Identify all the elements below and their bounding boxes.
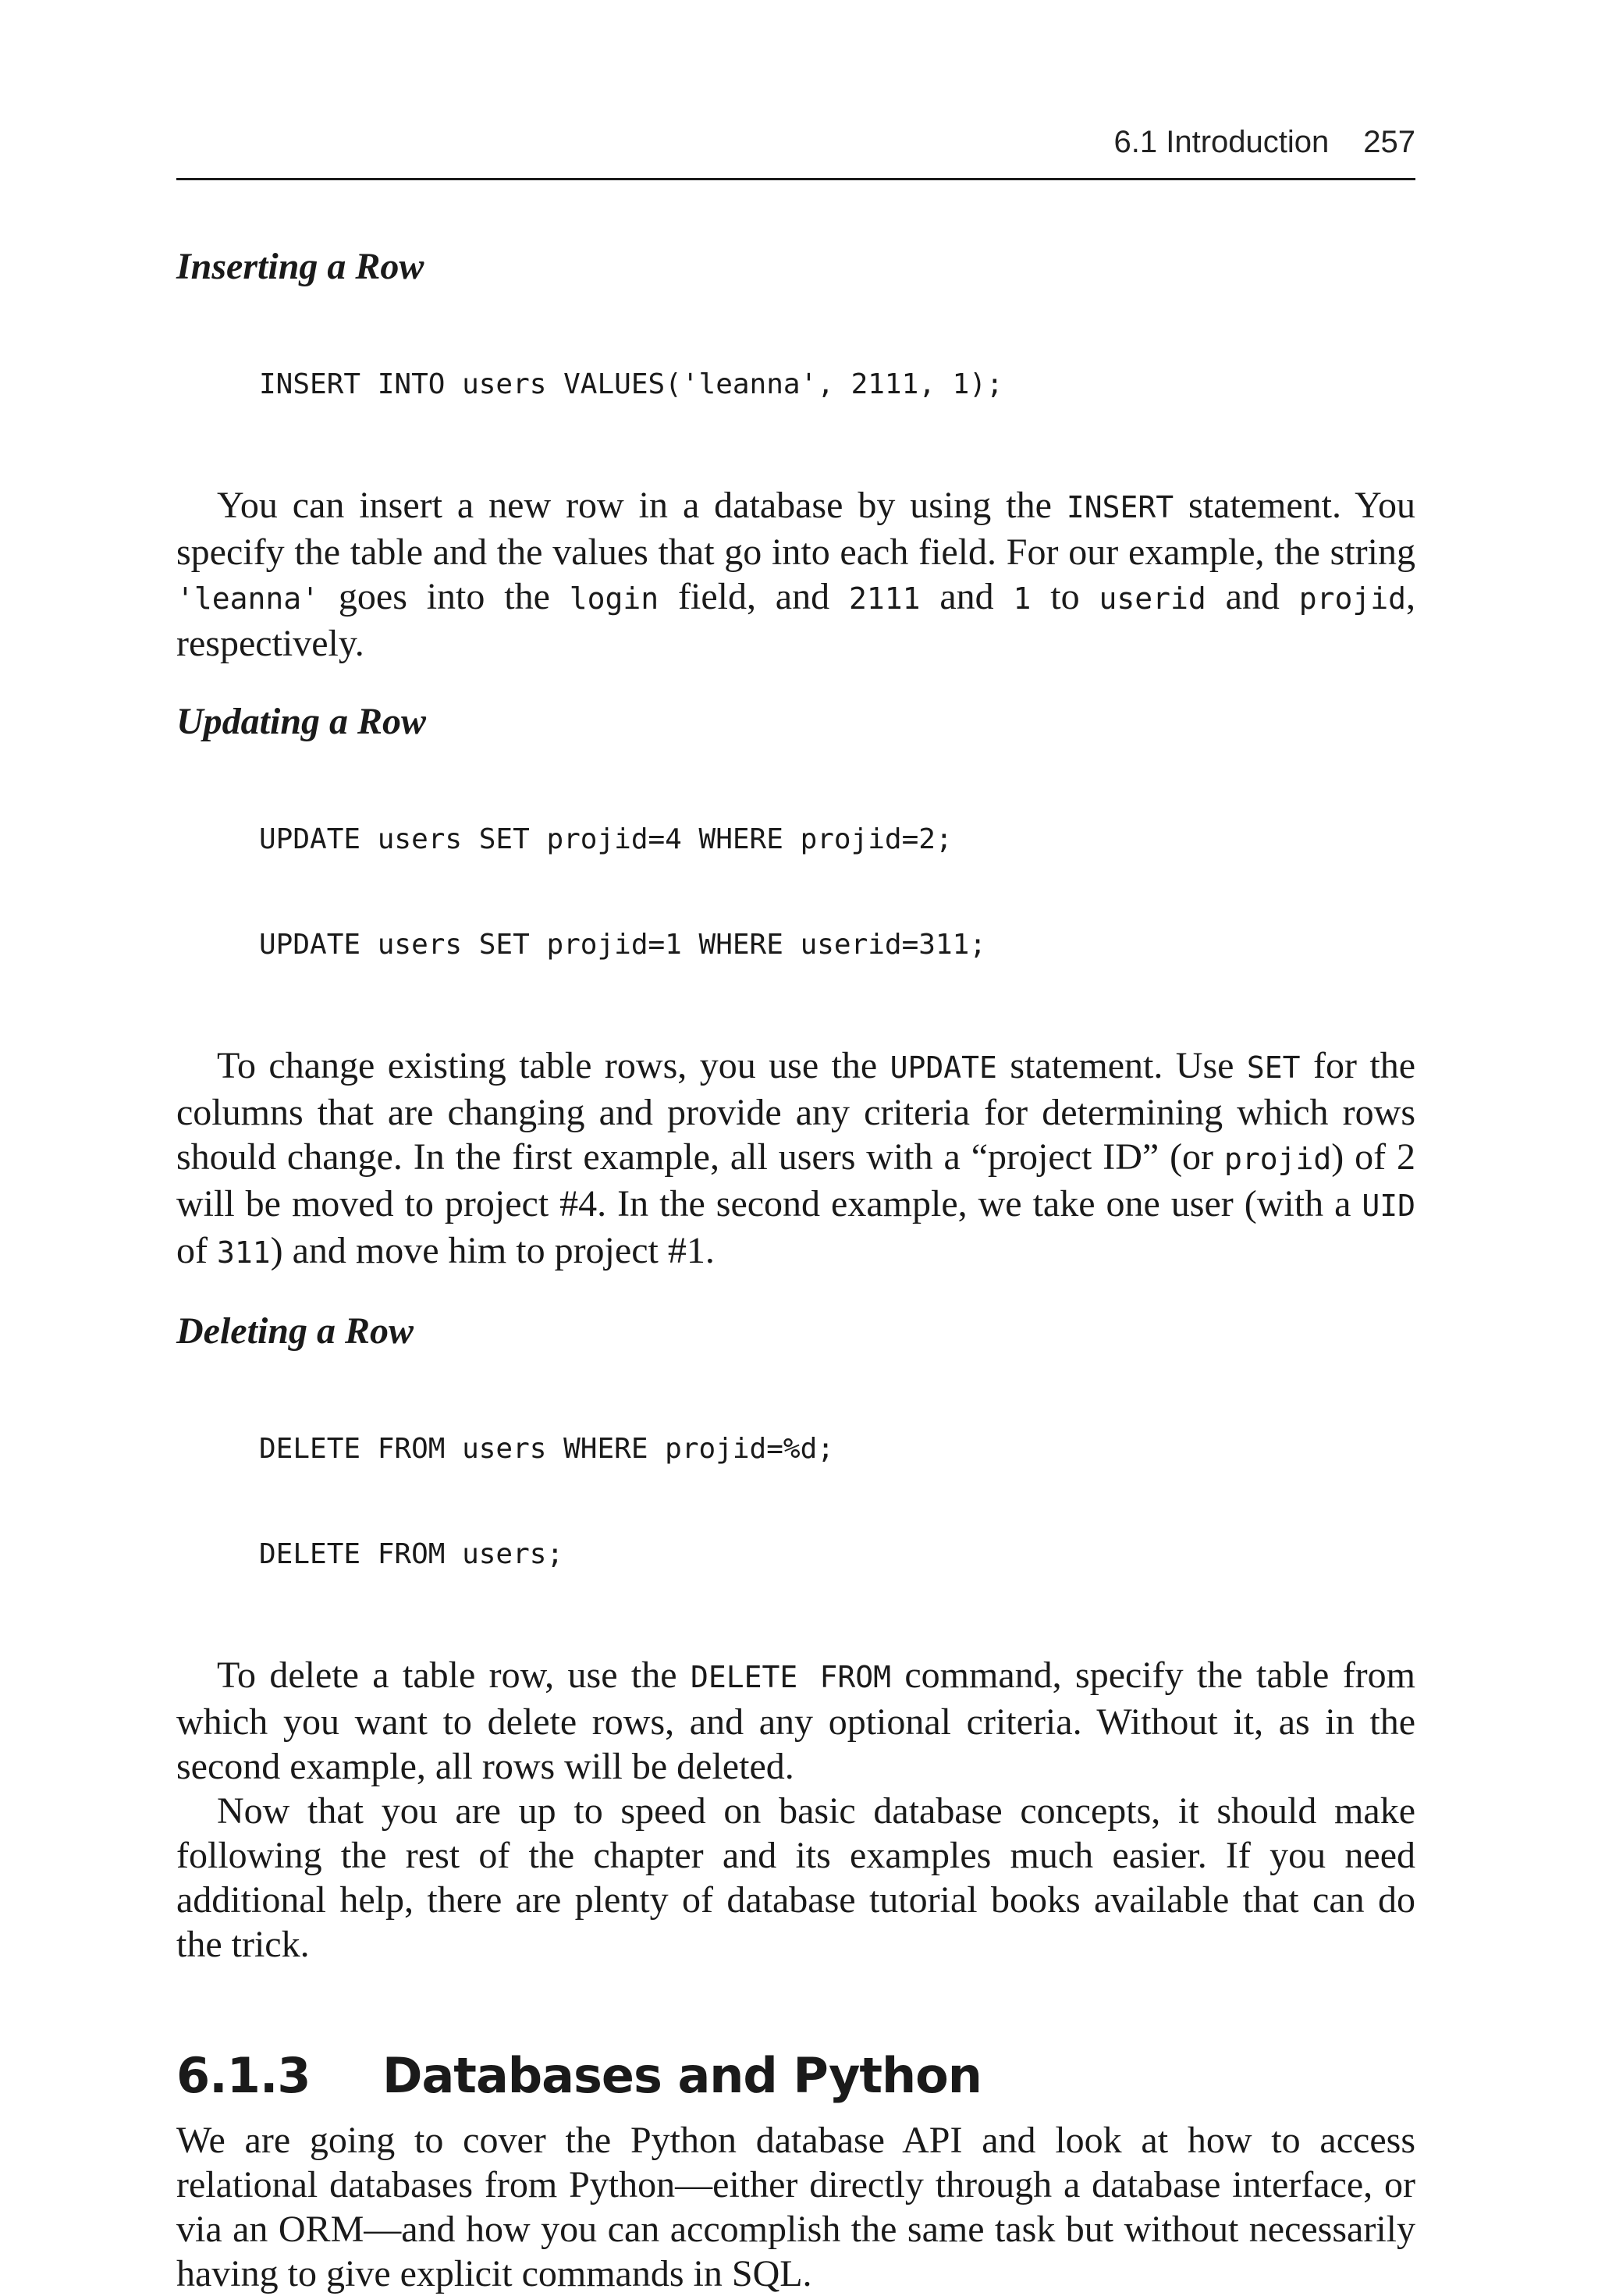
code-line: DELETE FROM users; xyxy=(259,1538,564,1570)
inline-code: DELETE FROM xyxy=(690,1660,891,1694)
running-head-section: 6.1 Introduction xyxy=(1113,125,1330,159)
inline-code: UID xyxy=(1362,1189,1415,1223)
code-line: UPDATE users SET projid=1 WHERE userid=311; xyxy=(259,929,986,961)
inline-code: INSERT xyxy=(1066,490,1174,524)
paragraph-followup: Now that you are up to speed on basic database concepts, it should make following the rest of the chapter and its examples much easier. If you need additional help, there are plenty of database tutorial books available that can do the trick. xyxy=(176,1790,1415,1965)
text-run: and xyxy=(1206,576,1299,617)
text-run: to xyxy=(1031,576,1099,617)
inline-code: 1 xyxy=(1013,581,1032,616)
inline-code: projid xyxy=(1298,581,1407,616)
text-run: ) of 2 will be moved to project #4. In the second example, we take one user (with a xyxy=(176,1136,1416,1224)
section-title: Databases and Python xyxy=(382,2047,982,2104)
paragraph-section: We are going to cover the Python database API and look at how to access relational databases from Python—either directly through a database interface, or via an ORM—and how you can accomplish the same task but without necessarily having to give explicit commands in SQL. xyxy=(176,2120,1415,2294)
inline-code: login xyxy=(569,581,659,616)
inline-code: 'leanna' xyxy=(176,581,320,616)
text-run: for the columns that are changing and provide any criteria for determining which rows should change. In the first example, all users with a “project ID” (or xyxy=(176,1045,1416,1178)
code-block-delete xyxy=(259,1361,1415,1642)
code-line: DELETE FROM users WHERE projid=%d; xyxy=(259,1433,834,1465)
text-run: statement. You specify the table and the values that go into each field. For our example, the string xyxy=(176,485,1416,573)
text-run: You can insert a new row in a database by using the xyxy=(217,485,1067,526)
page-content xyxy=(176,242,1415,2296)
subheading-update: Updating a Row xyxy=(176,701,427,742)
code-block-insert xyxy=(259,297,1415,472)
section-heading xyxy=(176,2045,1415,2107)
paragraph-delete xyxy=(176,1653,1415,1789)
text-run: To change existing table rows, you use the xyxy=(217,1045,890,1086)
subheading-insert: Inserting a Row xyxy=(176,246,424,287)
inline-code: userid xyxy=(1099,581,1206,616)
page-number: 257 xyxy=(1363,125,1415,159)
code-block-update xyxy=(259,752,1415,1032)
inline-code: projid xyxy=(1223,1142,1332,1176)
paragraph-update xyxy=(176,1043,1415,1275)
header-rule xyxy=(176,178,1415,180)
text-run: goes into the xyxy=(319,576,570,617)
section-number: 6.1.3 xyxy=(176,2047,311,2104)
inline-code: 2111 xyxy=(848,581,921,616)
text-run: , respectively. xyxy=(176,576,1416,664)
text-run: and xyxy=(920,576,1014,617)
inline-code: SET xyxy=(1246,1050,1301,1085)
code-line: INSERT INTO users VALUES('leanna', 2111, 1); xyxy=(259,368,1003,400)
running-head xyxy=(1114,117,1416,167)
inline-code: 311 xyxy=(216,1235,271,1270)
text-run: ) and move him to project #1. xyxy=(270,1230,715,1271)
inline-code: UPDATE xyxy=(890,1050,997,1085)
text-run: field, and xyxy=(659,576,849,617)
text-run: To delete a table row, use the xyxy=(217,1654,691,1696)
text-run: command, specify the table from which you want to delete rows, and any optional criteria. Without it, as in the second example, all rows will be deleted. xyxy=(176,1654,1416,1787)
subheading-delete: Deleting a Row xyxy=(176,1310,414,1352)
text-run: statement. Use xyxy=(996,1045,1247,1086)
text-run: of xyxy=(176,1230,217,1271)
code-line: UPDATE users SET projid=4 WHERE projid=2; xyxy=(259,823,953,855)
paragraph-insert xyxy=(176,483,1415,666)
